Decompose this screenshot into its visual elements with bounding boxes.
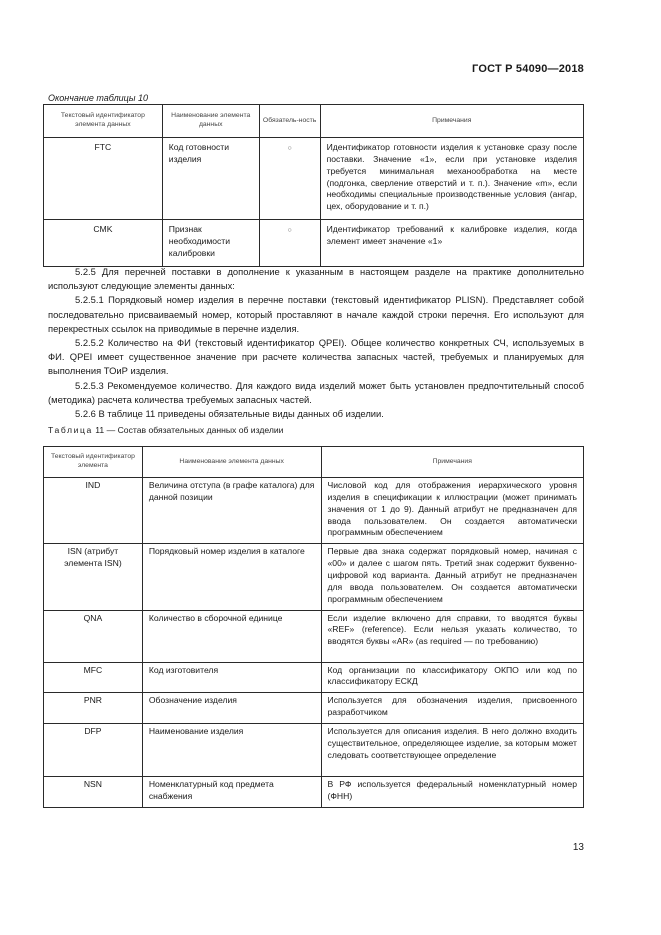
- table-10: [43, 104, 584, 267]
- page-number: 13: [572, 842, 584, 853]
- table10-col-notes: Примечания: [320, 105, 583, 138]
- table10-caption: Окончание таблицы 10: [48, 93, 148, 103]
- table-row: [44, 777, 584, 808]
- table11-cell-note: В РФ используется федеральный номенклатурный номер (ФНН): [321, 777, 583, 808]
- table11-header-row: [44, 447, 584, 478]
- table-row: [44, 544, 584, 610]
- table11-cell-name: Номенклатурный код предмета снабжения: [142, 777, 321, 808]
- paragraph-5-2-5-3: 5.2.5.3 Рекомендуемое количество. Для каждого вида изделий может быть установлен предпочтительный способ (методика) расчета количества требуемых запасных частей.: [48, 379, 584, 405]
- table11-caption-label: Таблица: [48, 425, 93, 435]
- table10-col-id: Текстовый идентификатор элемента данных: [44, 105, 163, 138]
- paragraph-5-2-5: 5.2.5 Для перечней поставки в дополнение к указанным в настоящем разделе на практике дополнительно используют следующие элементы данных:: [48, 266, 584, 292]
- table-11: [43, 446, 584, 808]
- table-row: [44, 724, 584, 777]
- table11-cell-note: Используется для описания изделия. В него должно входить существительное, определяющее изделие, за которым может следовать соответствующее определение: [321, 724, 583, 777]
- table11-cell-name: Величина отступа (в графе каталога) для данной позиции: [142, 478, 321, 544]
- table11-cell-note: Числовой код для отображения иерархического уровня изделия в спецификации к иллюстрации (может принимать значения от 1 до 9). Данный атрибут не предназначен для ввода пользователем. Он создается автоматически программным обеспечением: [321, 478, 583, 544]
- optional-circle-icon: ○: [287, 227, 292, 235]
- table-row: [44, 478, 584, 544]
- table11-cell-name: Обозначение изделия: [142, 693, 321, 724]
- paragraph-5-2-6: 5.2.6 В таблице 11 приведены обязательные виды данных об изделии.: [75, 408, 384, 420]
- table11-caption-text: 11 — Состав обязательных данных об изделии: [92, 425, 284, 435]
- table11-cell-id: NSN: [44, 777, 143, 808]
- body-text: [48, 265, 584, 421]
- table-row: [44, 610, 584, 662]
- table-row: [44, 138, 584, 220]
- table11-cell-id: PNR: [44, 693, 143, 724]
- table-row: [44, 693, 584, 724]
- table11-col-notes: Примечания: [321, 447, 583, 478]
- table10-cell-note: Идентификатор готовности изделия к установке сразу после поставки. Значение «1», если при установке изделия требуется минимальная механообработка на месте (подгонка, сверление отверстий и т. п.). Значение «m», если необходимы специальные производственные условия (ангар, цех, оборудование и т. п.): [320, 138, 583, 220]
- table10-cell-id: CMK: [44, 220, 163, 267]
- table10-col-mandatory: Обязатель-ность: [259, 105, 320, 138]
- table10-cell-name: Код готовности изделия: [162, 138, 259, 220]
- table11-cell-note: Используется для обозначения изделия, присвоенного разработчиком: [321, 693, 583, 724]
- table11-cell-name: Код изготовителя: [142, 662, 321, 693]
- table-row: [44, 662, 584, 693]
- table11-cell-id: DFP: [44, 724, 143, 777]
- table10-cell-note: Идентификатор требований к калибровке изделия, когда элемент имеет значение «1»: [320, 220, 583, 267]
- table10-cell-id: FTC: [44, 138, 163, 220]
- paragraph-5-2-5-2: 5.2.5.2 Количество на ФИ (текстовый идентификатор QPEI). Общее количество конкретных СЧ, используемых в ФИ. QPEI имеет существенное значение при расчете количества запасных частей, требуемых и планируемых для выполнения ТОиР изделия.: [48, 337, 584, 377]
- table10-col-name: Наименование элемента данных: [162, 105, 259, 138]
- table11-cell-id: QNA: [44, 610, 143, 662]
- optional-circle-icon: ○: [287, 145, 292, 152]
- table11-cell-id: MFC: [44, 662, 143, 693]
- table11-cell-name: Наименование изделия: [142, 724, 321, 777]
- table11-cell-name: Порядковый номер изделия в каталоге: [142, 544, 321, 610]
- table11-cell-id: IND: [44, 478, 143, 544]
- table10-header-row: [44, 105, 584, 138]
- paragraph-5-2-5-1: 5.2.5.1 Порядковый номер изделия в перечне поставки (текстовый идентификатор PLISN). Представляет собой последовательно присваиваемый номер, который проставляют в начале каждой строки перечня. Его используют для перекрестных ссылок на приводимые в перечне изделия.: [48, 294, 584, 334]
- table11-cell-note: Код организации по классификатору ОКПО или код по классификатору ЕСКД: [321, 662, 583, 693]
- table11-col-id: Текстовый идентификатор элемента: [44, 447, 143, 478]
- table-row: [44, 220, 584, 267]
- table11-cell-name: Количество в сборочной единице: [142, 610, 321, 662]
- table11-cell-id: ISN (атрибут элемента ISN): [44, 544, 143, 610]
- standard-header: ГОСТ Р 54090—2018: [472, 63, 584, 75]
- table11-cell-note: Первые два знака содержат порядковый номер, начиная с «00» и далее с шагом пять. Третий знак содержит буквенно-цифровой код варианта. Данный атрибут не предназначен для ввода пользователем. Он создается автоматически программным обеспечением: [321, 544, 583, 610]
- table10-cell-name: Признак необходимости калибровки: [162, 220, 259, 267]
- table11-col-name: Наименование элемента данных: [142, 447, 321, 478]
- table11-caption: [48, 425, 283, 435]
- table11-cell-note: Если изделие включено для справки, то вводятся буквы «REF» (reference). Если нельзя указать количество, то вводятся буквы «AR» (as required — по требованию): [321, 610, 583, 662]
